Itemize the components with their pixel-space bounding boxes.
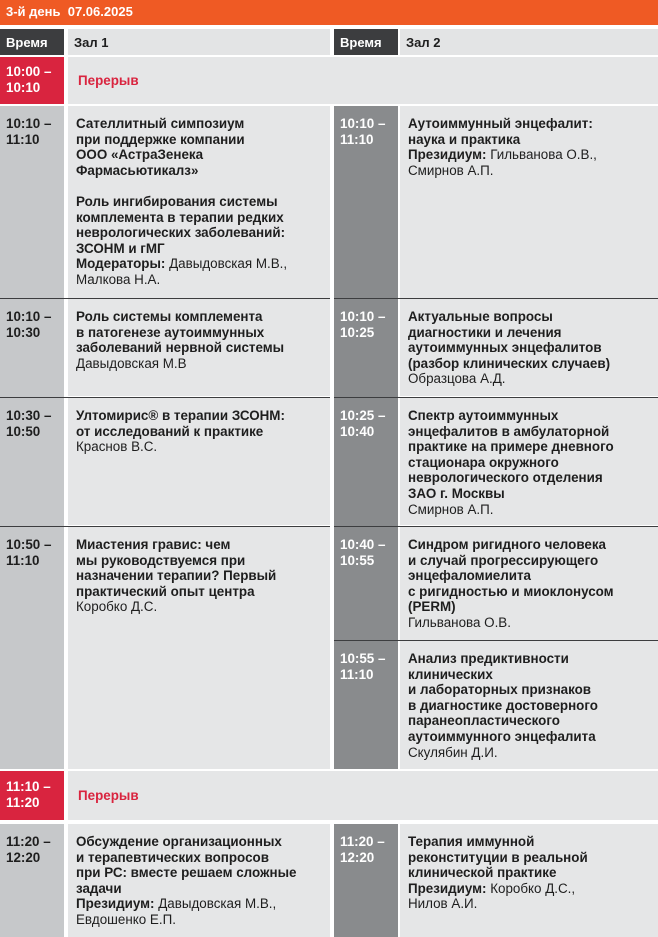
hall2-slot-1-time — [334, 106, 398, 298]
time-start: 10:10 – — [6, 116, 52, 131]
hall2-slot-2 — [334, 299, 658, 396]
session-title-line: при поддержке компании — [76, 131, 245, 147]
header-time-1: Время — [0, 29, 64, 55]
hall1-slot-4-talk — [68, 527, 330, 769]
session-title-line: при РС: вместе решаем сложные — [76, 865, 297, 881]
session-title-line: комплемента в терапии редких — [76, 209, 284, 225]
people: Давыдовская М.В., — [165, 256, 288, 272]
hall2-slot-2-time — [334, 299, 398, 396]
talk-title-line: назначении терапии? Первый — [76, 568, 277, 584]
presidium-line — [408, 881, 652, 897]
time-start: 10:50 – — [6, 537, 52, 552]
break-1-time-start: 10:00 – — [6, 64, 52, 79]
session-title-line: наука и практика — [408, 131, 521, 147]
talk-title-line: Синдром ригидного человека — [408, 537, 606, 552]
talk-title-line: аутоиммунных энцефалитов — [408, 340, 602, 356]
hall1-slot-5-session — [68, 824, 330, 937]
talk-title-line: ЗАО г. Москвы — [408, 485, 505, 501]
speaker: Гильванова О.В. — [408, 614, 511, 630]
people: Давыдовская М.В., — [154, 896, 277, 912]
speaker: Краснов В.С. — [76, 439, 158, 455]
time-end: 10:40 — [340, 423, 375, 439]
time-end: 10:30 — [6, 324, 41, 340]
time-start: 10:10 – — [6, 309, 52, 324]
session-title-line: реконституции в реальной — [408, 849, 588, 865]
hall1-slot-2 — [0, 299, 330, 396]
hall2-slot-5 — [334, 641, 658, 769]
session-title-line: Аутоиммунный энцефалит: — [408, 116, 593, 131]
role-label: Модераторы: — [76, 256, 166, 272]
speaker: Смирнов А.П. — [408, 501, 494, 517]
hall2-slot-5-time — [334, 641, 398, 769]
talk-title-line: Анализ предиктивности — [408, 651, 569, 666]
talk-title-line: (PERM) — [408, 599, 456, 615]
talk-title-line: практике на примере дневного — [408, 439, 614, 455]
session-title-line: Сателлитный симпозиум — [76, 116, 245, 131]
hall1-slot-2-time — [0, 299, 64, 396]
talk-title-line: паранеопластического — [408, 713, 560, 729]
talk-title-line: Актуальные вопросы — [408, 309, 553, 324]
session-title-line: клинической практике — [408, 865, 557, 881]
hall2-slot-5-talk — [400, 641, 658, 769]
talk-title-line: практический опыт центра — [76, 583, 255, 599]
break-1-time-end: 10:10 — [6, 79, 41, 95]
break-2-time-end: 11:20 — [6, 794, 40, 810]
people: Коробко Д.С., — [486, 880, 576, 896]
time-end: 11:10 — [6, 552, 40, 568]
hall2-slot-3-time — [334, 398, 398, 525]
talk-title-line: заболеваний нервной системы — [76, 340, 285, 356]
talk-title-line: диагностики и лечения — [408, 324, 562, 340]
talk-title-line: и случай прогрессирующего — [408, 552, 599, 568]
hall1-slot-4 — [0, 527, 330, 769]
people: Смирнов А.П. — [408, 162, 494, 178]
talk-title-line: энцефаломиелита — [408, 568, 531, 584]
day-label: 3-й день — [6, 4, 61, 19]
time-start: 10:55 – — [340, 651, 386, 666]
talk-title-line: энцефалитов в амбулаторной — [408, 423, 610, 439]
talk-title-line: в диагностике достоверного — [408, 697, 598, 713]
talk-title-line: мы руководствуемся при — [76, 552, 246, 568]
time-start: 11:20 – — [340, 834, 385, 849]
moderators-line — [76, 256, 324, 272]
header-hall-2: Зал 2 — [400, 29, 658, 55]
session-title-line: задачи — [76, 880, 122, 896]
session-title-line: Фармасьютикалз» — [76, 162, 199, 178]
speaker: Давыдовская М.В — [76, 355, 187, 371]
speaker: Коробко Д.С. — [76, 599, 158, 615]
talk-title-line: стационара окружного — [408, 454, 559, 470]
hall1-slot-1 — [0, 106, 330, 298]
talk-title-line: с ригидностью и миоклонусом — [408, 583, 614, 599]
talk-title-line: Спектр аутоиммунных — [408, 408, 559, 423]
talk-title-line: неврологического отделения — [408, 470, 603, 486]
hall1-slot-3 — [0, 398, 330, 525]
time-start: 10:30 – — [6, 408, 52, 423]
session-title-line: Терапия иммунной — [408, 834, 535, 849]
talk-title-line: от исследований к практике — [76, 423, 264, 439]
hall2-slot-4-time — [334, 527, 398, 640]
break-1-label: Перерыв — [68, 57, 658, 104]
hall2-slot-4-talk — [400, 527, 658, 640]
time-start: 11:20 – — [6, 834, 51, 849]
hall1-slot-3-time — [0, 398, 64, 525]
role-label: Президиум: — [408, 147, 487, 163]
time-end: 11:10 — [6, 131, 40, 147]
presidium-line — [408, 147, 652, 163]
session-title-line: ЗСОНМ и гМГ — [76, 240, 165, 256]
people: Нилов А.И. — [408, 896, 478, 912]
hall2-slot-1 — [334, 106, 658, 298]
role-label: Президиум: — [76, 896, 155, 912]
speaker: Образцова А.Д. — [408, 371, 506, 387]
break-2-time — [0, 771, 64, 820]
talk-title-line: (разбор клинических случаев) — [408, 355, 611, 371]
people: Евдошенко Е.П. — [76, 911, 176, 927]
time-end: 11:10 — [340, 666, 374, 682]
hall2-slot-3-talk — [400, 398, 658, 525]
hall1-slot-5-time — [0, 824, 64, 937]
time-end: 10:55 — [340, 552, 375, 568]
time-end: 11:10 — [340, 131, 374, 147]
hall1-slot-3-talk — [68, 398, 330, 525]
talk-title-line: и лабораторных признаков — [408, 682, 592, 698]
time-end: 12:20 — [6, 849, 41, 865]
header-hall-1: Зал 1 — [68, 29, 330, 55]
time-end: 10:50 — [6, 423, 41, 439]
talk-title-line: Роль системы комплемента — [76, 309, 263, 324]
time-start: 10:10 – — [340, 116, 386, 131]
talk-title-line: аутоиммунного энцефалита — [408, 728, 596, 744]
presidium-line — [76, 896, 324, 912]
session-title-line: Роль ингибирования системы — [76, 193, 278, 209]
hall2-slot-3 — [334, 398, 658, 525]
hall2-slot-2-talk — [400, 299, 658, 396]
day-date: 07.06.2025 — [67, 4, 133, 19]
time-start: 10:25 – — [340, 408, 386, 423]
people: Гильванова О.В., — [486, 147, 597, 163]
talk-title-line: Ултомирис® в терапии ЗСОНМ: — [76, 408, 285, 423]
talk-title-line: в патогенезе аутоиммунных — [76, 324, 265, 340]
time-end: 10:25 — [340, 324, 375, 340]
time-start: 10:40 – — [340, 537, 386, 552]
session-title-line: неврологических заболеваний: — [76, 225, 286, 241]
hall1-slot-2-talk — [68, 299, 330, 396]
header-time-2: Время — [334, 29, 398, 55]
talk-title-line: Миастения гравис: чем — [76, 537, 231, 552]
hall1-slot-4-time — [0, 527, 64, 769]
hall1-slot-1-session — [68, 106, 330, 298]
hall1-slot-1-time — [0, 106, 64, 298]
hall2-slot-4 — [334, 527, 658, 640]
hall2-slot-1-session — [400, 106, 658, 298]
session-title-line: Обсуждение организационных — [76, 834, 282, 849]
speaker: Скулябин Д.И. — [408, 744, 498, 760]
break-1-time — [0, 57, 64, 104]
break-2-time-start: 11:10 – — [6, 779, 51, 794]
role-label: Президиум: — [408, 880, 487, 896]
talk-title-line: клинических — [408, 666, 493, 682]
hall2-slot-6-time — [334, 824, 398, 937]
session-title-line: ООО «АстраЗенека — [76, 147, 204, 163]
session-spacer — [76, 178, 324, 194]
day-bar — [0, 0, 658, 25]
hall2-slot-6-session — [400, 824, 658, 937]
time-start: 10:10 – — [340, 309, 386, 324]
session-title-line: и терапевтических вопросов — [76, 849, 269, 865]
time-end: 12:20 — [340, 849, 375, 865]
break-2-label: Перерыв — [68, 771, 658, 820]
people: Малкова Н.А. — [76, 271, 161, 287]
